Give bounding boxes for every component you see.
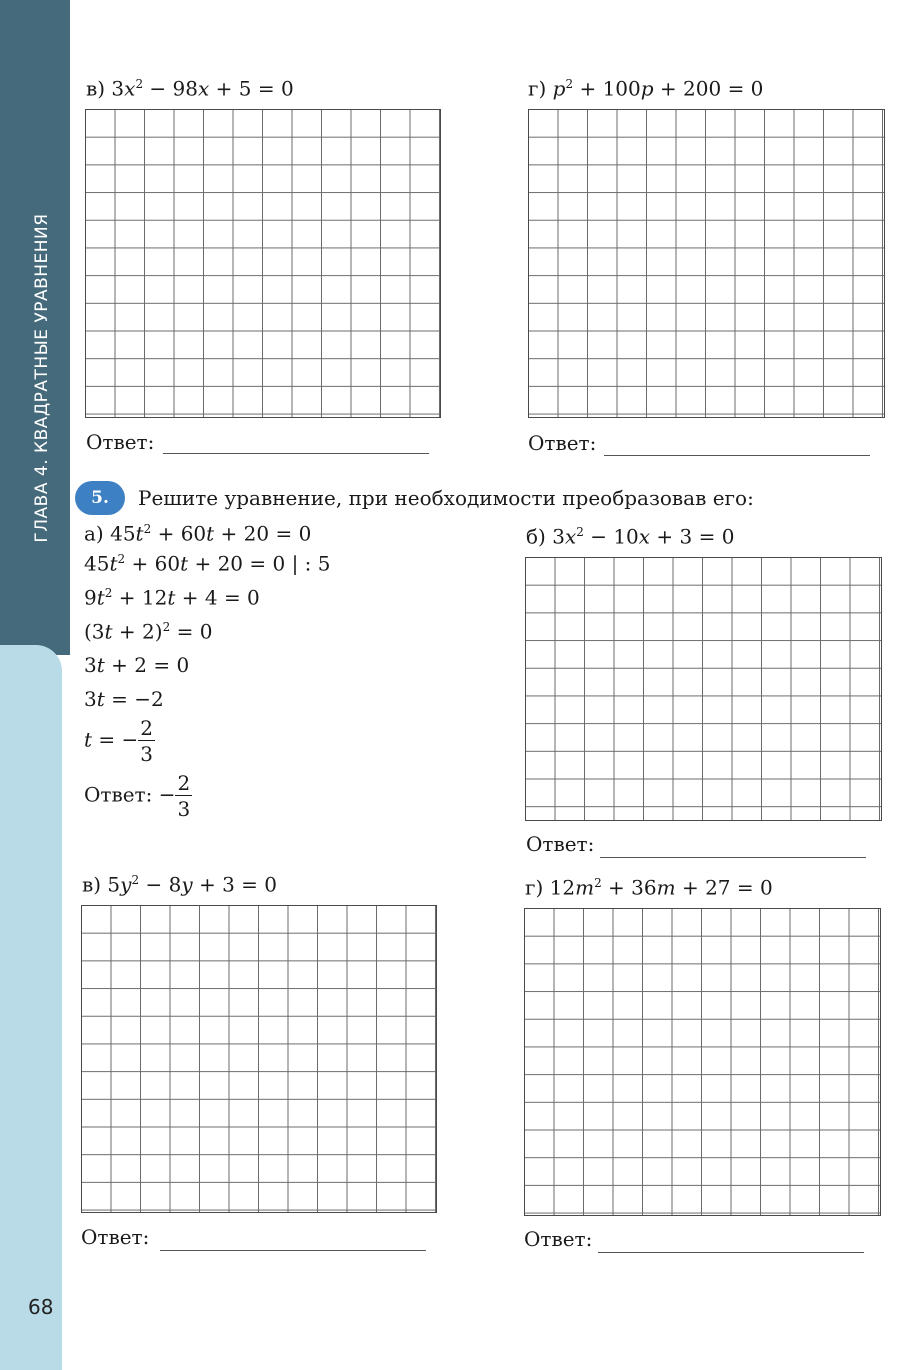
solution-step-2: $9t^2 + 12t + 4 = 0$	[84, 585, 260, 610]
chapter-title: ГЛАВА 4. КВАДРАТНЫЕ УРАВНЕНИЯ	[32, 213, 52, 543]
sidebar-light	[0, 645, 62, 1370]
task5-a-answer: Ответ: − $\frac{2}{3}$	[84, 771, 191, 821]
task5-b-answer-field[interactable]	[600, 857, 866, 858]
task5-g-grid[interactable]	[524, 908, 881, 1216]
task4-v-answer-label: Ответ:	[86, 430, 155, 454]
task5-v-equation: в) $5y^2 - 8y + 3 = 0$	[82, 872, 278, 897]
task5-v-answer-field[interactable]	[160, 1250, 426, 1251]
task4-g-answer-field[interactable]	[604, 455, 870, 456]
task5-g-answer-label: Ответ:	[524, 1227, 593, 1251]
task5-b-answer-label: Ответ:	[526, 832, 595, 856]
task-instruction: Решите уравнение, при необходимости преобразовав его:	[138, 486, 754, 510]
solution-step-3: $(3t + 2)^2 = 0$	[84, 619, 213, 644]
task4-v-answer-field[interactable]	[163, 453, 429, 454]
task5-v-answer-label: Ответ:	[81, 1225, 150, 1249]
solution-step-6: t = − $\frac{2}{3}$	[84, 716, 154, 766]
page-number: 68	[28, 1295, 54, 1319]
task5-b-equation: б) $3x^2 - 10x + 3 = 0$	[526, 524, 735, 549]
task5-g-equation: г) $12m^2 + 36m + 27 = 0$	[525, 875, 773, 900]
solution-step-1: $45t^2 + 60t + 20 = 0$ | : 5	[84, 551, 331, 576]
task4-v-grid[interactable]	[85, 109, 441, 418]
solution-step-5: 3t = −2	[84, 687, 164, 711]
task4-g-equation: г) $p^2 + 100p + 200 = 0$	[528, 76, 764, 101]
solution-step-4: 3t + 2 = 0	[84, 653, 190, 677]
task5-g-answer-field[interactable]	[598, 1252, 864, 1253]
task5-a-equation: а) $45t^2 + 60t + 20 = 0$	[84, 521, 312, 546]
task4-v-equation: в) $3x^2 - 98x + 5 = 0$	[86, 76, 294, 101]
task-number-badge: 5.	[75, 481, 125, 515]
task5-b-grid[interactable]	[525, 557, 882, 821]
task5-v-grid[interactable]	[81, 905, 437, 1213]
task4-g-grid[interactable]	[528, 109, 885, 418]
task4-g-answer-label: Ответ:	[528, 431, 597, 455]
